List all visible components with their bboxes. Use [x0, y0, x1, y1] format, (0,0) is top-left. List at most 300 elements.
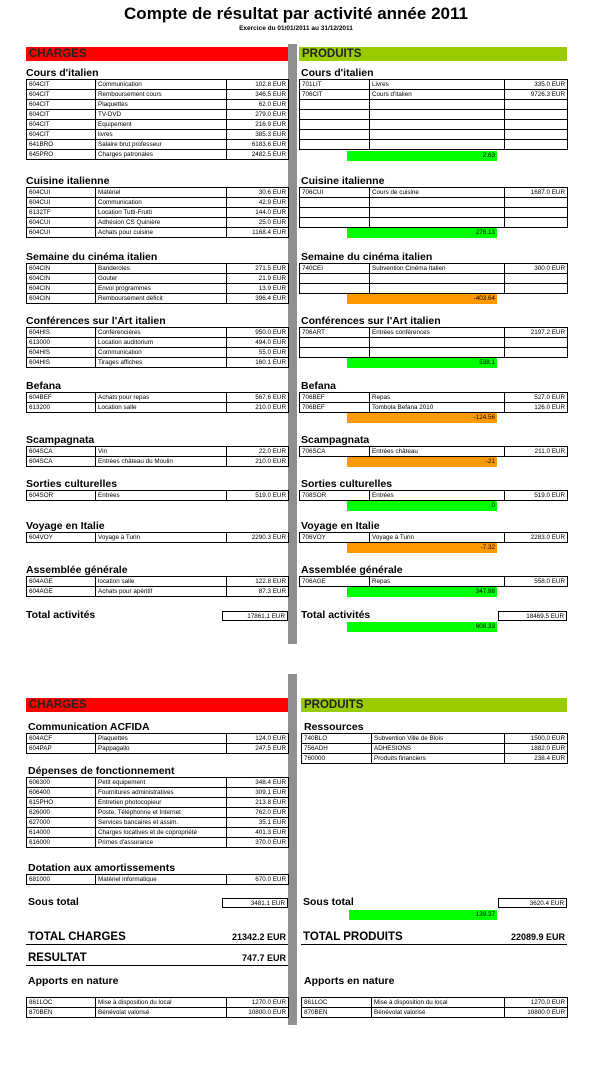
account-code: 708SOR	[300, 491, 370, 501]
account-label	[370, 110, 505, 120]
account-label: Entrées château du Moulin	[96, 457, 227, 467]
account-label: Gouter	[96, 274, 227, 284]
amount: 13.9 EUR	[227, 284, 289, 294]
account-code: 613000	[27, 338, 96, 348]
section-title: Total activités	[301, 609, 371, 621]
account-code: 604CIT	[27, 90, 96, 100]
section-title: Ressources	[304, 721, 364, 733]
ledger-table	[26, 874, 289, 885]
account-code: 604SCA	[27, 447, 96, 457]
amount	[505, 208, 568, 218]
amount: 216.9 EUR	[227, 120, 289, 130]
amount: 2290.3 EUR	[227, 533, 289, 543]
account-label: Mise à disposition du local	[96, 998, 227, 1008]
table-row	[27, 218, 289, 228]
amount: 210.0 EUR	[227, 457, 289, 467]
account-code	[300, 338, 370, 348]
section-title: Scampagnata	[301, 434, 370, 446]
account-label: Mise à disposition du local	[372, 998, 505, 1008]
table-row	[300, 348, 568, 358]
account-label: Tombola Befana 2010	[370, 403, 505, 413]
account-label: Remboursement déficit	[96, 294, 227, 304]
account-code: 706VOY	[300, 533, 370, 543]
account-code: 604CIN	[27, 294, 96, 304]
section-title: Sous total	[28, 896, 79, 908]
account-label	[370, 218, 505, 228]
ledger-table	[26, 79, 289, 160]
account-code: 604CIT	[27, 120, 96, 130]
amount: 494.0 EUR	[227, 338, 289, 348]
result-bar: 276.13	[347, 228, 497, 238]
account-code: 604CIN	[27, 274, 96, 284]
sous-total-produits: 3620.4 EUR	[498, 898, 567, 908]
account-label	[370, 284, 505, 294]
table-row	[300, 274, 568, 284]
produits-header: PRODUITS	[299, 47, 567, 61]
table-row	[27, 798, 289, 808]
amount: 396.4 EUR	[227, 294, 289, 304]
account-code	[300, 218, 370, 228]
ledger-table	[299, 327, 568, 358]
table-row	[27, 491, 289, 501]
account-label: Subvention Ville de Blois	[372, 734, 505, 744]
amount	[505, 100, 568, 110]
account-code: 706SCA	[300, 447, 370, 457]
total-produits-activites: 18469.5 EUR	[498, 611, 567, 621]
account-label: Entretien photocopieur	[96, 798, 227, 808]
amount: 279.0 EUR	[227, 110, 289, 120]
ledger-table	[299, 532, 568, 543]
account-code	[300, 348, 370, 358]
amount: 670.0 EUR	[227, 875, 289, 885]
account-code: 604CIN	[27, 284, 96, 294]
account-code: 740CEI	[300, 264, 370, 274]
ledger-table	[299, 576, 568, 587]
table-row	[27, 264, 289, 274]
account-label: TV-DVD	[96, 110, 227, 120]
amount: 238.4 EUR	[505, 754, 568, 764]
total-value: 747.7 EUR	[241, 953, 286, 963]
account-label: Bénévolat valorisé	[372, 1008, 505, 1018]
table-row	[300, 577, 568, 587]
total-label: TOTAL PRODUITS	[303, 931, 403, 943]
total-value: 21342.2 EUR	[231, 932, 286, 942]
section-title: Semaine du cinéma italien	[301, 251, 433, 263]
table-row	[27, 577, 289, 587]
sous-total-charges: 3481.1 EUR	[222, 898, 288, 908]
section-title: Communication ACFIDA	[28, 721, 150, 733]
account-label: Achats pour repas	[96, 393, 227, 403]
account-code	[300, 284, 370, 294]
amount: 348.4 EUR	[227, 778, 289, 788]
section-title: Scampagnata	[26, 434, 95, 446]
account-label	[370, 274, 505, 284]
amount: 519.0 EUR	[227, 491, 289, 501]
section-title: Apports en nature	[304, 975, 395, 987]
result-bar: -7.32	[347, 543, 497, 553]
account-label: Achats pour cuisine	[96, 228, 227, 238]
amount: 10800.0 EUR	[227, 1008, 289, 1018]
account-label: Communication	[96, 80, 227, 90]
table-row	[27, 208, 289, 218]
account-label: Conférencières	[96, 328, 227, 338]
amount: 87.3 EUR	[227, 587, 289, 597]
table-row	[27, 100, 289, 110]
ledger-table	[26, 327, 289, 368]
amount: 2482.5 EUR	[227, 150, 289, 160]
account-label: Matériel informatique	[96, 875, 227, 885]
account-code: 604HIS	[27, 328, 96, 338]
amount: 124.0 EUR	[227, 734, 289, 744]
resultat	[26, 952, 288, 966]
table-row	[27, 875, 289, 885]
account-code: 641BRO	[27, 140, 96, 150]
amount	[505, 198, 568, 208]
table-row	[27, 998, 289, 1008]
account-code	[300, 140, 370, 150]
account-label: Produits financiers	[372, 754, 505, 764]
amount: 213.8 EUR	[227, 798, 289, 808]
table-row	[300, 188, 568, 198]
charges-header: CHARGES	[26, 47, 288, 61]
account-code: 706BEF	[300, 403, 370, 413]
account-label: Vin	[96, 447, 227, 457]
amount: 10800.0 EUR	[505, 1008, 568, 1018]
table-row	[27, 818, 289, 828]
account-label: Achats pour apéritif	[96, 587, 227, 597]
section-title: Cours d'italien	[301, 67, 374, 79]
amount: 370.0 EUR	[227, 838, 289, 848]
account-code: 604ACF	[27, 734, 96, 744]
account-code: 604CIN	[27, 264, 96, 274]
table-row	[27, 348, 289, 358]
account-code	[300, 274, 370, 284]
account-label: Communication	[96, 348, 227, 358]
amount: 30.6 EUR	[227, 188, 289, 198]
table-row	[27, 130, 289, 140]
account-code: 606300	[27, 778, 96, 788]
amount: 271.5 EUR	[227, 264, 289, 274]
ledger-table	[301, 733, 568, 764]
amount: 567.6 EUR	[227, 393, 289, 403]
table-row	[300, 198, 568, 208]
result-bar: 139.37	[349, 910, 497, 920]
amount	[505, 130, 568, 140]
result-bar: 608.33	[347, 622, 497, 632]
amount: 300.0 EUR	[505, 264, 568, 274]
section-title: Voyage en Italie	[26, 520, 105, 532]
amount	[505, 110, 568, 120]
total-produits	[301, 931, 567, 945]
table-row	[300, 403, 568, 413]
account-label	[370, 208, 505, 218]
table-row	[302, 1008, 568, 1018]
account-label: Entrées château	[370, 447, 505, 457]
account-code: 604HIS	[27, 358, 96, 368]
section-title: Dotation aux amortissements	[28, 862, 176, 874]
account-label: Entrées conférences	[370, 328, 505, 338]
amount: 210.0 EUR	[227, 403, 289, 413]
table-row	[300, 447, 568, 457]
account-label: Petit equipement	[96, 778, 227, 788]
table-row	[300, 338, 568, 348]
amount: 309.1 EUR	[227, 788, 289, 798]
table-row	[300, 208, 568, 218]
table-row	[27, 188, 289, 198]
account-label	[370, 198, 505, 208]
account-code: 627000	[27, 818, 96, 828]
account-label: Repas	[370, 577, 505, 587]
ledger-table	[26, 392, 289, 413]
account-code: 645PRO	[27, 150, 96, 160]
account-code: 616000	[27, 838, 96, 848]
amount: 102.8 EUR	[227, 80, 289, 90]
account-code	[300, 130, 370, 140]
account-code: 604CIT	[27, 100, 96, 110]
account-code: 606400	[27, 788, 96, 798]
table-row	[302, 998, 568, 1008]
account-label: Voyage à Turin	[370, 533, 505, 543]
table-row	[27, 734, 289, 744]
amount: 55.0 EUR	[227, 348, 289, 358]
ledger-table	[26, 733, 289, 754]
table-row	[27, 1008, 289, 1018]
amount: 1882.0 EUR	[505, 744, 568, 754]
section-title: Assemblée générale	[301, 564, 403, 576]
section-title: Sous total	[303, 896, 354, 908]
table-row	[27, 198, 289, 208]
account-label	[370, 338, 505, 348]
amount: 22.0 EUR	[227, 447, 289, 457]
amount: 519.0 EUR	[505, 491, 568, 501]
account-code: 756ADH	[302, 744, 372, 754]
account-code: 604CUI	[27, 198, 96, 208]
amount: 160.1 EUR	[227, 358, 289, 368]
amount: 950.0 EUR	[227, 328, 289, 338]
table-row	[27, 393, 289, 403]
account-code	[300, 208, 370, 218]
section-title: Total activités	[26, 609, 96, 621]
account-label	[370, 130, 505, 140]
table-row	[300, 100, 568, 110]
section-title: Assemblée générale	[26, 564, 128, 576]
account-code: 604CUI	[27, 228, 96, 238]
table-row	[300, 533, 568, 543]
table-row	[300, 120, 568, 130]
account-label: Primes d'assurance	[96, 838, 227, 848]
section-title: Sorties culturelles	[26, 478, 118, 490]
table-row	[27, 808, 289, 818]
amount: 144.0 EUR	[227, 208, 289, 218]
account-label: Salaire brut professeur	[96, 140, 227, 150]
amount: 1270.0 EUR	[505, 998, 568, 1008]
account-label: Cours de cuisine	[370, 188, 505, 198]
account-code: 604CUI	[27, 188, 96, 198]
ledger-table	[26, 576, 289, 597]
account-label: Envoi programmes	[96, 284, 227, 294]
amount: 2283.0 EUR	[505, 533, 568, 543]
total-charges-activites: 17861.1 EUR	[222, 611, 288, 621]
account-label: Repas	[370, 393, 505, 403]
ledger-table	[299, 187, 568, 228]
account-code: 870BEN	[302, 1008, 372, 1018]
table-row	[300, 218, 568, 228]
account-label: Entrées	[96, 491, 227, 501]
account-label: Adhésion CS Quinière	[96, 218, 227, 228]
account-code: 861LOC	[302, 998, 372, 1008]
account-label: Matériel	[96, 188, 227, 198]
ledger-table	[299, 263, 568, 294]
account-label	[370, 100, 505, 110]
amount: 247.5 EUR	[227, 744, 289, 754]
ledger-table	[26, 532, 289, 543]
account-code: 706CUI	[300, 188, 370, 198]
ledger-table	[299, 79, 568, 150]
ledger-table	[299, 490, 568, 501]
table-row	[27, 788, 289, 798]
page-subtitle: Exercice du 01/01/2011 au 31/12/2011	[239, 25, 353, 32]
amount	[505, 120, 568, 130]
table-row	[27, 358, 289, 368]
account-code	[300, 120, 370, 130]
amount: 211.0 EUR	[505, 447, 568, 457]
account-label: Fournitures administratives	[96, 788, 227, 798]
account-label	[370, 120, 505, 130]
table-row	[27, 228, 289, 238]
account-code: 615PHO	[27, 798, 96, 808]
account-code: 870BEN	[27, 1008, 96, 1018]
account-label: Remboursement cours	[96, 90, 227, 100]
amount: 335.0 EUR	[505, 80, 568, 90]
account-code	[300, 110, 370, 120]
account-code: 604AGE	[27, 587, 96, 597]
amount: 25.0 EUR	[227, 218, 289, 228]
account-label: Entrées	[370, 491, 505, 501]
total-label: RESULTAT	[28, 952, 87, 964]
account-code: 701LIT	[300, 80, 370, 90]
table-row	[27, 338, 289, 348]
section-title: Cours d'italien	[26, 67, 99, 79]
account-label: Poste, Téléphonne et Internet	[96, 808, 227, 818]
account-label	[370, 140, 505, 150]
amount: 122.8 EUR	[227, 577, 289, 587]
account-code: 604VOY	[27, 533, 96, 543]
table-row	[27, 120, 289, 130]
table-row	[300, 90, 568, 100]
account-label	[370, 348, 505, 358]
table-row	[27, 274, 289, 284]
account-code: 706CIT	[300, 90, 370, 100]
table-row	[27, 587, 289, 597]
account-code: 604CIT	[27, 110, 96, 120]
table-row	[27, 778, 289, 788]
account-label: Subvention Cinéma Italien	[370, 264, 505, 274]
charges-header: CHARGES	[26, 698, 288, 712]
amount	[505, 140, 568, 150]
amount: 6183.6 EUR	[227, 140, 289, 150]
account-label: Voyage à Turin	[96, 533, 227, 543]
table-row	[27, 744, 289, 754]
account-code: 613200	[27, 403, 96, 413]
account-code: 706ART	[300, 328, 370, 338]
account-label: Cours d'italien	[370, 90, 505, 100]
account-code: 681000	[27, 875, 96, 885]
table-row	[300, 140, 568, 150]
section-title: Semaine du cinéma italien	[26, 251, 158, 263]
result-bar: 538.1	[347, 358, 497, 368]
ledger-table	[299, 392, 568, 413]
amount	[505, 274, 568, 284]
account-code: 6132TF	[27, 208, 96, 218]
account-code: 604CIT	[27, 80, 96, 90]
section-title: Cuisine italienne	[26, 175, 110, 187]
column-separator	[288, 44, 297, 644]
table-row	[300, 130, 568, 140]
table-row	[300, 284, 568, 294]
account-label: Communication	[96, 198, 227, 208]
table-row	[302, 744, 568, 754]
section-title: Sorties culturelles	[301, 478, 393, 490]
table-row	[300, 328, 568, 338]
table-row	[300, 491, 568, 501]
result-bar: 2.63	[347, 151, 497, 161]
amount: 126.0 EUR	[505, 403, 568, 413]
table-row	[27, 150, 289, 160]
result-bar: -124.56	[347, 413, 497, 423]
page-title: Compte de résultat par activité année 2011	[124, 4, 468, 23]
account-label: Pappagallo	[96, 744, 227, 754]
column-separator	[288, 674, 297, 1025]
ledger-table	[26, 263, 289, 304]
table-row	[300, 264, 568, 274]
account-code: 604CIT	[27, 130, 96, 140]
account-code	[300, 100, 370, 110]
amount	[505, 338, 568, 348]
section-title: Conférences sur l'Art italien	[301, 315, 441, 327]
account-code: 604BEF	[27, 393, 96, 403]
table-row	[302, 754, 568, 764]
amount: 385.3 EUR	[227, 130, 289, 140]
account-label: Charges patronales	[96, 150, 227, 160]
account-code: 861LOC	[27, 998, 96, 1008]
total-value: 22089.9 EUR	[510, 932, 565, 942]
account-code: 604SOR	[27, 491, 96, 501]
table-row	[27, 80, 289, 90]
account-code: 604CUI	[27, 218, 96, 228]
account-label: Plaquettes	[96, 100, 227, 110]
amount: 2197.2 EUR	[505, 328, 568, 338]
account-label: Charges locatives et de copropriété	[96, 828, 227, 838]
account-label: Banderoles	[96, 264, 227, 274]
amount	[505, 348, 568, 358]
account-label: Bénévolat valorisé	[96, 1008, 227, 1018]
account-label: Services bancaires et assim.	[96, 818, 227, 828]
amount: 35.1 EUR	[227, 818, 289, 828]
table-row	[27, 828, 289, 838]
section-title: Conférences sur l'Art italien	[26, 315, 166, 327]
ledger-table	[301, 997, 568, 1018]
account-code: 604HIS	[27, 348, 96, 358]
result-bar: 0	[347, 501, 497, 511]
table-row	[27, 533, 289, 543]
account-code	[300, 198, 370, 208]
amount: 762.0 EUR	[227, 808, 289, 818]
table-row	[300, 110, 568, 120]
table-row	[302, 734, 568, 744]
amount: 1687.0 EUR	[505, 188, 568, 198]
account-code: 760000	[302, 754, 372, 764]
account-label: Equipement	[96, 120, 227, 130]
